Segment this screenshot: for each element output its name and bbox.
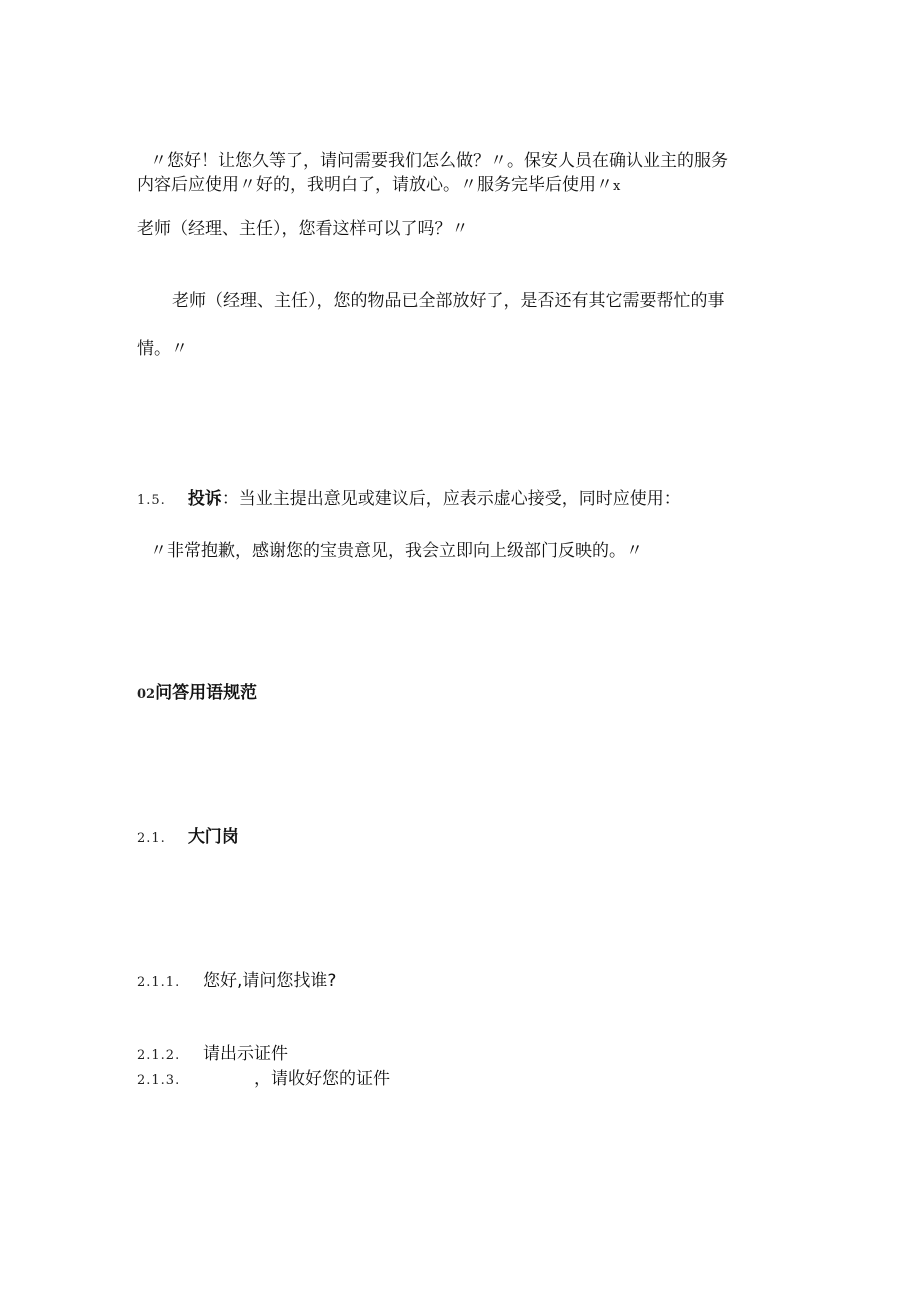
section-02-title: 问答用语规范 [155, 683, 258, 703]
section-1-5-title: 投诉 [187, 489, 222, 509]
list-item-number: 2.1.3. [137, 1073, 181, 1088]
paragraph-1-line-3: 老师（经理、主任），您看这样可以了吗？〃 [137, 219, 469, 239]
list-item [137, 970, 336, 994]
section-1-5-number: 1.5. [137, 493, 166, 508]
paragraph-1-line-2 [137, 174, 620, 198]
section-1-5-heading [137, 488, 681, 512]
list-item-number: 2.1.2. [137, 1048, 181, 1063]
list-item-text: ，请收好您的证件 [254, 1069, 390, 1089]
section-2-1-heading [137, 826, 239, 850]
paragraph-2-line-2: 情。〃 [137, 339, 188, 359]
section-2-1-number: 2.1. [137, 831, 166, 846]
section-1-5-text: ：当业主提出意见或建议后，应表示虚心接受，同时应使用： [221, 489, 681, 509]
paragraph-1-line-1: 〃您好！让您久等了，请问需要我们怎么做？〃。保安人员在确认业主的服务 [150, 151, 728, 171]
section-02-number: 02 [137, 687, 156, 702]
list-item-number: 2.1.1. [137, 975, 181, 990]
section-1-5-quote: 〃非常抱歉，感谢您的宝贵意见，我会立即向上级部门反映的。〃 [150, 541, 643, 561]
list-item-text: 请出示证件 [203, 1044, 288, 1064]
section-02-heading [137, 682, 257, 706]
paragraph-1-line-2-mark: x [613, 179, 621, 194]
list-item [137, 1043, 288, 1067]
list-item-text: 您好,请问您找谁? [203, 971, 337, 991]
paragraph-1-line-2-text: 内容后应使用〃好的，我明白了，请放心。〃服务完毕后使用〃 [137, 175, 613, 195]
paragraph-2-line-1: 老师（经理、主任），您的物品已全部放好了，是否还有其它需要帮忙的事 [172, 291, 725, 311]
list-item [137, 1068, 390, 1092]
section-2-1-title: 大门岗 [187, 827, 239, 847]
